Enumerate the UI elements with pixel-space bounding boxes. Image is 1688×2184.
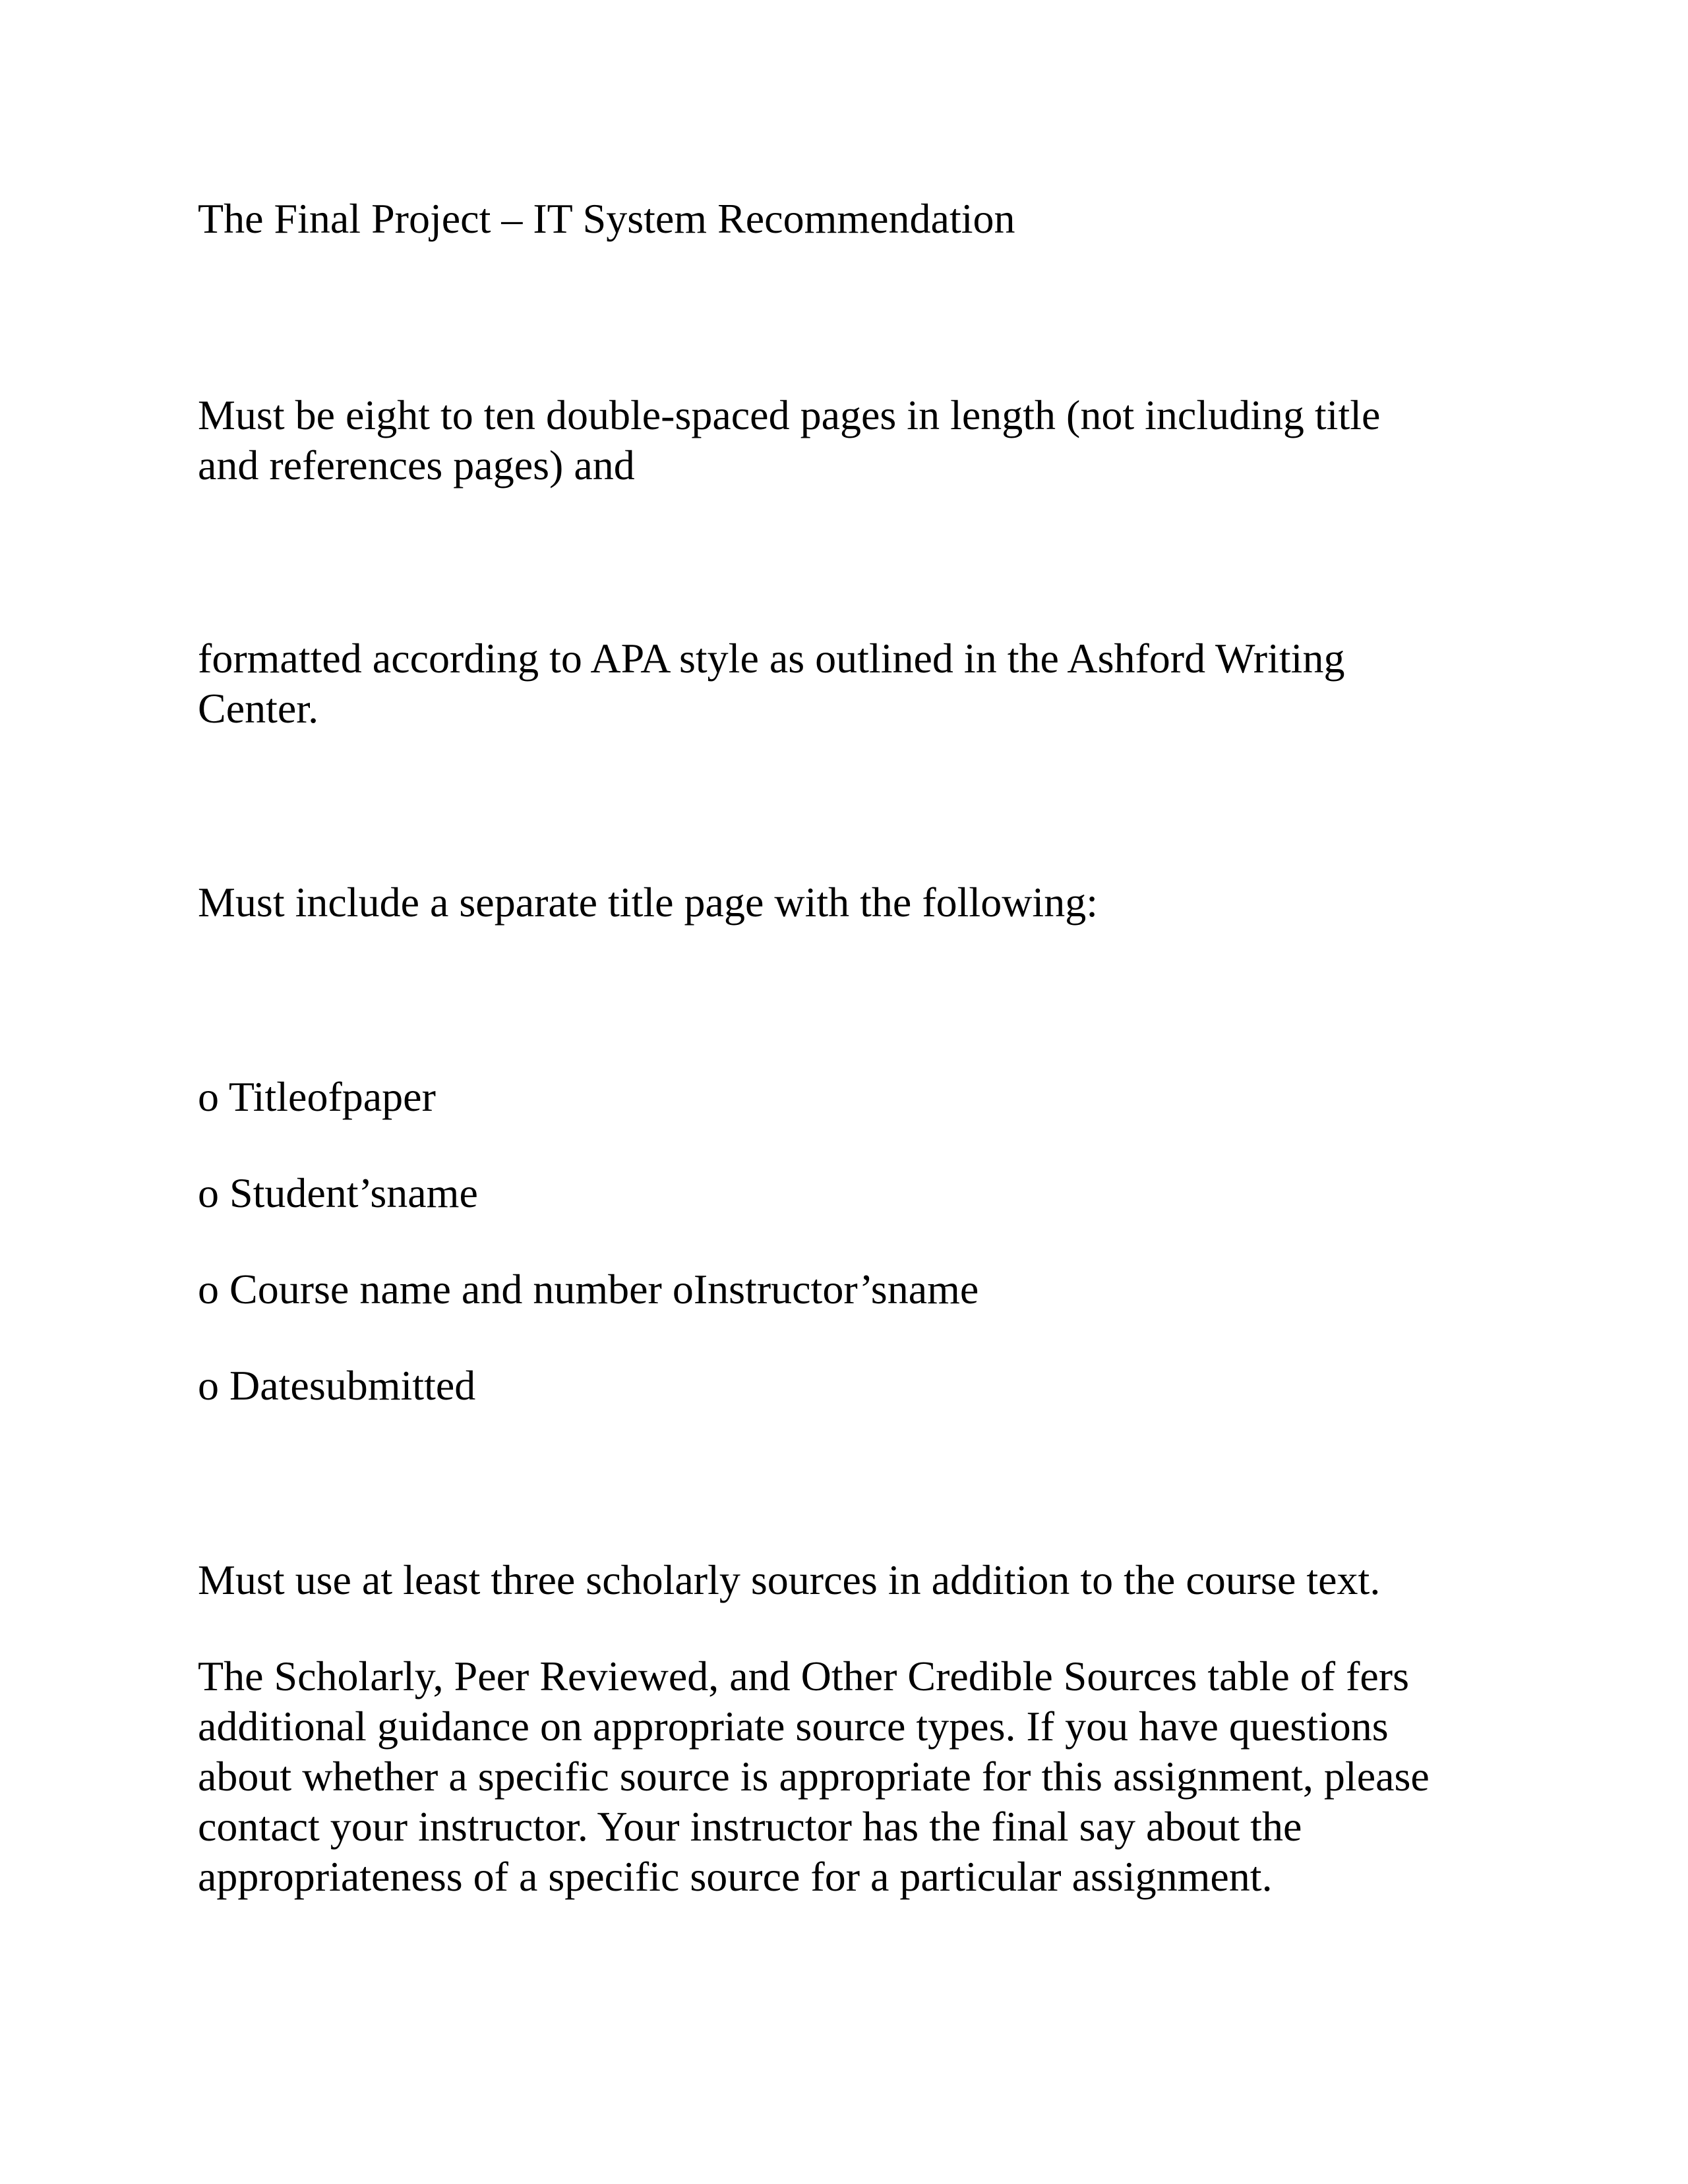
document-title: The Final Project – IT System Recommendation (198, 195, 1015, 242)
title-page-list-item: o Student’sname (198, 1169, 478, 1216)
sources-guidance-paragraph: The Scholarly, Peer Reviewed, and Other Credible Sources table of fers additional guidance on appropriate source types. If you have questions about whether a specific source is appropriate for this assignment, please contact your instructor. Your instructor has the final say about the appropriateness of a specific source for a particular assignment. (198, 1653, 1430, 1900)
title-page-requirement-paragraph: Must include a separate title page with the following: (198, 879, 1098, 926)
sources-requirement-paragraph: Must use at least three scholarly sources in addition to the course text. (198, 1556, 1381, 1603)
title-page-list-item: o Course name and number oInstructor’sname (198, 1266, 979, 1313)
formatting-requirement-paragraph: formatted according to APA style as outlined in the Ashford Writing Center. (198, 635, 1345, 732)
title-page-list-item: o Datesubmitted (198, 1362, 476, 1409)
length-requirement-paragraph: Must be eight to ten double-spaced pages in length (not including title and references pages) and (198, 392, 1381, 488)
title-page-list-item: o Titleofpaper (198, 1073, 436, 1120)
